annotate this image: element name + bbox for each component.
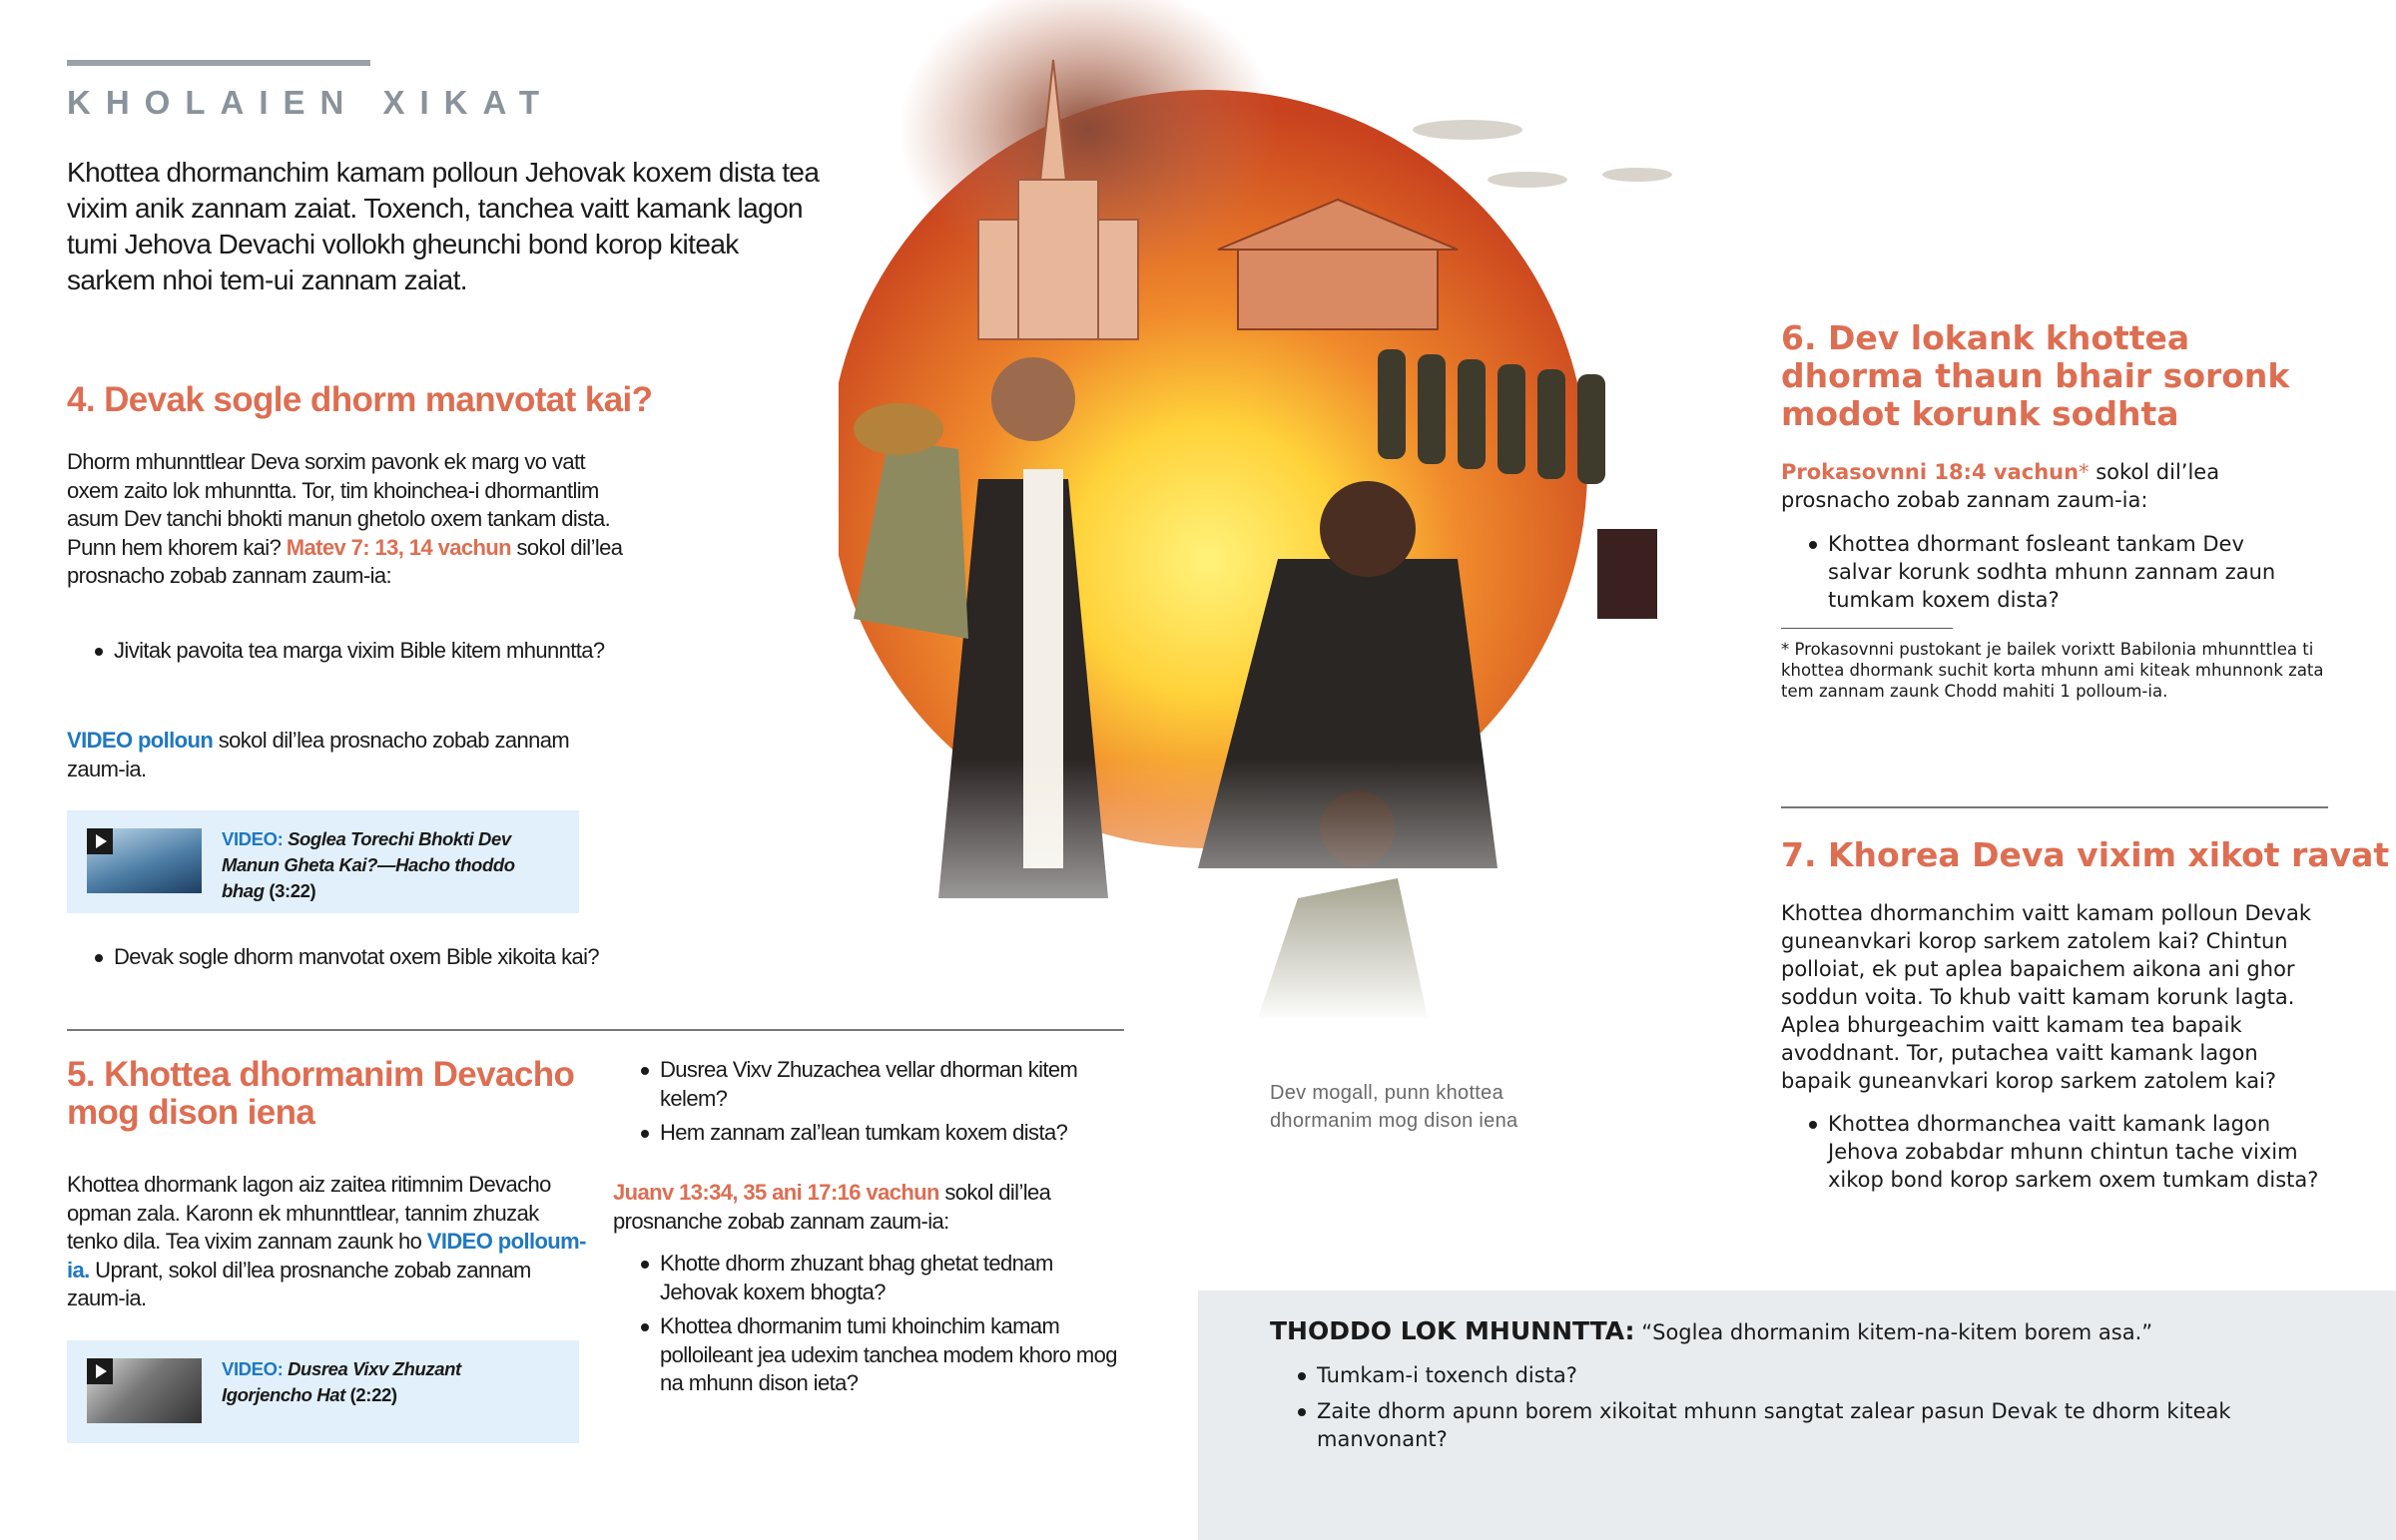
video-duration: (3:22) xyxy=(264,880,316,901)
question-item: Khottea dhormanim tumi khoinchim kamam polloileant jea udexim tanchea modem khoro mog na mhunn dison ieta? xyxy=(613,1312,1132,1398)
video-instruction xyxy=(67,727,626,783)
planes-icon xyxy=(1413,120,1672,188)
illustration xyxy=(839,0,1737,1023)
scripture-link[interactable]: Prokasovnni 18:4 vachun xyxy=(1781,460,2080,484)
video-label: VIDEO: xyxy=(222,828,284,849)
paragraph-text: sokol dil’lea prosnacho zobab zannam zaum-ia. xyxy=(67,728,570,781)
section-5-bullets-b xyxy=(613,1250,1132,1404)
paragraph-text: Dhorm mhunnttlear Deva sorxim pavonk ek marg vo vatt oxem zaito lok mhunntta. Tor, tim khoinchea-i dhormantlim asum Dev tanchi bhokti manun ghetolo oxem tankam dista. Punn hem khorem kai? xyxy=(67,449,611,560)
question-item: Hem zannam zal’lean tumkam koxem dista? xyxy=(613,1119,1132,1148)
video-duration: (2:22) xyxy=(344,1384,397,1405)
video-thumbnail[interactable] xyxy=(87,828,202,893)
question-item: Khotte dhorm zhuzant bhag ghetat tednam Jehovak koxem bhogta? xyxy=(613,1250,1132,1306)
section-7-paragraph: Khottea dhormanchim vaitt kamam polloun Devak guneanvkari korop sarkem zatolem kai? Chintun polloiat, ek put aplea bapaichem aikona ani ghor soddun voita. To khub vaitt kamam korunk lagta. Aplea bhurgeachim vaitt kamam tea bapaik avoddnant. Tor, putachea vaitt kamank lagon bapaik guneanvkari korop sarkem zatolem kai? xyxy=(1781,901,2311,1093)
divider xyxy=(67,1029,1124,1031)
section-5-bullets-a xyxy=(613,1056,1132,1154)
play-icon xyxy=(87,828,113,854)
illustration-caption: Dev mogall, punn khottea dhormanim mog dison iena xyxy=(1270,1082,1518,1132)
scripture-link[interactable]: Matev 7: 13, 14 vachun xyxy=(286,534,511,560)
summary-label: THODDO LOK MHUNNTTA: xyxy=(1270,1316,1635,1345)
section-6-heading: 6. Dev lokank khottea dhorma thaun bhair soronk modot korunk sodhta xyxy=(1781,318,2290,433)
question-item: Tumkam-i toxench dista? xyxy=(1270,1361,2268,1389)
video-card[interactable] xyxy=(67,1340,579,1443)
section-6-bullets xyxy=(1781,530,2310,620)
video-title-text: Dusrea Vixv Zhuzant Igorjencho Hat xyxy=(222,1358,461,1405)
video-title xyxy=(222,1356,541,1408)
footnote-marker[interactable]: * xyxy=(2079,460,2090,484)
video-label: VIDEO: xyxy=(222,1358,284,1379)
footnote: * Prokasovnni pustokant je bailek vorixtt Babilonia mhunnttlea ti khottea dhormank suchit korta mhunn ami kiteak mhunnonk zata tem zannam zaunk Chodd mahiti 1 polloum-ia. xyxy=(1781,640,2324,701)
question-item: Dusrea Vixv Zhuzachea vellar dhorman kitem kelem? xyxy=(613,1056,1132,1113)
paragraph-text: Khottea dhormank lagon aiz zaitea ritimnim Devacho opman zala. Karonn ek mhunnttlear, tannim zhuzak tenko dila. Tea vixim zannam zaunk ho xyxy=(67,1172,551,1254)
video-link[interactable]: VIDEO polloum-ia. xyxy=(67,1229,586,1283)
summary-bullets xyxy=(1270,1361,2268,1459)
video-title-text: Soglea Torechi Bhokti Dev Manun Gheta Kai?—Hacho thoddo bhag xyxy=(222,828,515,901)
header-bar xyxy=(67,60,370,66)
video-title xyxy=(222,826,541,904)
section-6-reference xyxy=(1781,458,2320,514)
section-4-bullets xyxy=(67,637,606,672)
video-link[interactable]: VIDEO polloun xyxy=(67,728,214,753)
video-thumbnail[interactable] xyxy=(87,1358,202,1423)
question-item: Khottea dhormanchea vaitt kamank lagon Jehova zobabdar mhunn chintun tache vixim xikop bond korop sarkem oxem tumkam dista? xyxy=(1781,1110,2320,1194)
divider xyxy=(1781,806,2328,808)
question-item: Zaite dhorm apunn borem xikoitat mhunn sangtat zalear pasun Devak te dhorm kiteak manvonant? xyxy=(1270,1397,2268,1453)
section-7-bullets xyxy=(1781,1110,2320,1200)
summary-statement xyxy=(1270,1317,2348,1346)
play-icon xyxy=(87,1358,113,1384)
section-4-paragraph xyxy=(67,448,626,591)
section-4-bullets-2 xyxy=(67,943,626,978)
scripture-link[interactable]: Juanv 13:34, 35 ani 17:16 vachun xyxy=(613,1180,939,1205)
section-7-heading: 7. Khorea Deva vixim xikot ravat xyxy=(1781,835,2390,874)
section-5-heading: 5. Khottea dhormanim Devacho mog dison iena xyxy=(67,1055,575,1132)
question-item: Khottea dhormant fosleant tankam Dev salvar korunk sodhta mhunn zannam zaun tumkam koxem dista? xyxy=(1781,530,2310,614)
video-card[interactable] xyxy=(67,810,579,913)
section-5-reference xyxy=(613,1179,1132,1236)
question-item: Devak sogle dhorm manvotat oxem Bible xikoita kai? xyxy=(67,943,626,972)
question-item: Jivitak pavoita tea marga vixim Bible kitem mhunntta? xyxy=(67,637,606,666)
paragraph-text: Uprant, sokol dil’lea prosnanche zobab zannam zaum-ia. xyxy=(67,1257,531,1310)
paragraph-text: sokol dil’lea prosnacho zobab zannam zaum-ia: xyxy=(1781,460,2220,512)
paragraph-text: sokol dil’lea prosnanche zobab zannam zaum-ia: xyxy=(613,1180,1051,1234)
intro-paragraph: Khottea dhormanchim kamam polloun Jehovak koxem dista tea vixim anik zannam zaiat. Toxench, tanchea vaitt kamank lagon tumi Jehova Devachi vollokh gheunchi bond korop kiteak sarkem nhoi tem-ui zannam zaiat. xyxy=(67,157,820,295)
summary-quote: “Soglea dhormanim kitem-na-kitem borem asa.” xyxy=(1634,1320,2153,1344)
paragraph-text: sokol dil’lea prosnacho zobab zannam zaum-ia: xyxy=(67,534,623,588)
bottom-fade xyxy=(839,759,1737,1023)
footnote-rule xyxy=(1781,628,1953,629)
section-5-paragraph xyxy=(67,1171,591,1313)
kicker: KHOLAIEN XIKAT xyxy=(67,84,555,121)
section-4-heading: 4. Devak sogle dhorm manvotat kai? xyxy=(67,380,653,419)
